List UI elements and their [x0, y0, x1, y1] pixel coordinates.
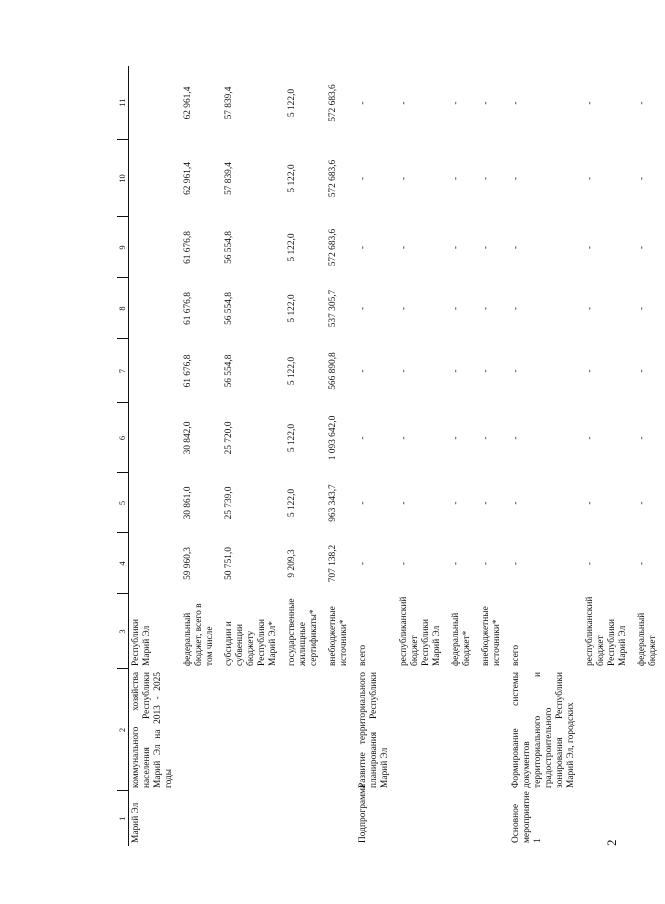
value-cell: -: [637, 501, 647, 505]
value-cell: -: [399, 369, 409, 373]
column-header: 2: [117, 669, 129, 791]
value-cell: -: [358, 306, 368, 311]
value-cell: -: [585, 245, 595, 250]
value-cell: 572 683,6: [328, 228, 338, 267]
value-cell: -: [399, 176, 409, 181]
value-cell: -: [637, 561, 647, 566]
program-name-cell: [397, 669, 449, 791]
value-cell: 25 720,0: [224, 421, 234, 455]
budget-table: [117, 66, 665, 846]
value-cell: 61 676,8: [183, 354, 193, 388]
value-cell: -: [481, 369, 491, 373]
table-row: [129, 66, 182, 846]
value-cell: 572 683,6: [328, 159, 338, 198]
program-name-cell: [449, 669, 479, 791]
value-cell: -: [585, 176, 595, 181]
value-cell: -: [511, 369, 521, 373]
table-row: [326, 66, 356, 846]
program-name-cell: [181, 669, 222, 791]
value-cell: -: [585, 306, 595, 311]
value-cell: [129, 473, 182, 533]
value-cell: -: [358, 101, 368, 105]
value-cell: 5 122,0: [287, 88, 297, 118]
value-cell: 61 676,8: [183, 231, 193, 264]
value-cell: -: [637, 176, 647, 181]
value-cell: -: [481, 306, 491, 311]
value-cell: -: [451, 101, 461, 105]
program-name-cell: [285, 669, 326, 791]
table-row: [397, 66, 449, 846]
column-header: 4: [117, 533, 129, 594]
column-header: 6: [117, 403, 129, 473]
table-row: [635, 66, 665, 846]
value-cell: [129, 533, 182, 594]
value-cell: -: [585, 369, 595, 373]
value-cell: 707 138,2: [328, 544, 338, 583]
value-cell: -: [481, 501, 491, 505]
funding-source-cell: внебюджетные источники*: [481, 606, 502, 666]
value-cell: 30 861,0: [183, 486, 193, 520]
program-type-cell: [449, 791, 479, 846]
column-header: 10: [117, 140, 129, 217]
funding-source-cell: федеральный бюджет: [637, 612, 658, 666]
value-cell: -: [585, 561, 595, 566]
program-type-cell: [397, 791, 449, 846]
column-header: 5: [117, 473, 129, 533]
value-cell: 62 961,4: [183, 86, 193, 120]
column-header: 1: [117, 791, 129, 846]
value-cell: 56 554,8: [224, 231, 234, 264]
value-cell: [129, 140, 182, 217]
value-cell: -: [511, 245, 521, 250]
value-cell: 5 122,0: [287, 294, 297, 323]
value-cell: -: [637, 245, 647, 250]
value-cell: -: [451, 561, 461, 566]
column-header: 7: [117, 339, 129, 403]
value-cell: -: [511, 306, 521, 311]
column-header: 8: [117, 278, 129, 339]
value-cell: -: [451, 436, 461, 440]
value-cell: 9 209,3: [287, 549, 297, 578]
value-cell: 5 122,0: [287, 488, 297, 518]
value-cell: 57 839,4: [224, 86, 234, 120]
program-name-cell: [222, 669, 285, 791]
page-number: 2: [604, 839, 619, 846]
value-cell: -: [481, 436, 491, 440]
program-name-cell: [326, 669, 356, 791]
value-cell: -: [451, 306, 461, 311]
program-name-cell: [479, 669, 509, 791]
table-header-row: [117, 66, 129, 846]
value-cell: -: [511, 561, 521, 566]
table-row: [509, 66, 583, 846]
value-cell: -: [481, 176, 491, 181]
value-cell: -: [399, 501, 409, 505]
value-cell: 56 554,8: [224, 354, 234, 388]
funding-source-cell: всего: [358, 644, 368, 666]
funding-source-cell: государственные жилищные сертификаты*: [287, 598, 319, 666]
table-row: [449, 66, 479, 846]
value-cell: 56 554,8: [224, 292, 234, 325]
value-cell: -: [451, 369, 461, 373]
value-cell: -: [358, 501, 368, 505]
program-type-cell: Основное мероприятие 1: [511, 791, 543, 843]
value-cell: -: [481, 561, 491, 566]
value-cell: -: [511, 176, 521, 181]
value-cell: -: [481, 101, 491, 105]
value-cell: 57 839,4: [224, 162, 234, 195]
value-cell: -: [637, 306, 647, 311]
value-cell: -: [637, 436, 647, 440]
funding-source-cell: субсидии и субвенции бюджету Республики Марий Эл*: [224, 618, 278, 666]
funding-source-cell: внебюджетные источники*: [328, 606, 349, 666]
program-name-cell: [635, 669, 665, 791]
value-cell: -: [451, 245, 461, 250]
table-row: [285, 66, 326, 846]
value-cell: 30 842,0: [183, 421, 193, 455]
value-cell: -: [451, 176, 461, 181]
value-cell: -: [637, 101, 647, 105]
value-cell: 5 122,0: [287, 164, 297, 193]
value-cell: -: [358, 176, 368, 181]
value-cell: -: [511, 501, 521, 505]
program-name-cell: [583, 669, 635, 791]
value-cell: -: [585, 101, 595, 105]
value-cell: -: [399, 245, 409, 250]
program-name-cell: коммунального хозяйства населения Республики Марий Эл на 2013 - 2025 годы: [131, 672, 174, 788]
funding-source-cell: Республики Марий Эл: [131, 618, 152, 666]
value-cell: 537 305,7: [328, 289, 338, 328]
value-cell: -: [585, 501, 595, 505]
funding-source-cell: республиканский бюджет Республики Марий Эл: [585, 596, 628, 666]
value-cell: -: [585, 436, 595, 440]
value-cell: [129, 339, 182, 403]
table-row: [479, 66, 509, 846]
value-cell: 61 676,8: [183, 292, 193, 325]
value-cell: [129, 403, 182, 473]
value-cell: -: [399, 101, 409, 105]
program-type-cell: [583, 791, 635, 846]
value-cell: 572 683,6: [328, 84, 338, 122]
value-cell: 5 122,0: [287, 356, 297, 386]
funding-source-cell: федеральный бюджет, всего в том числе: [183, 603, 215, 666]
table-row: [356, 66, 397, 846]
value-cell: 963 343,7: [328, 484, 338, 522]
value-cell: 50 751,0: [224, 547, 234, 580]
program-type-cell: Марий Эл: [131, 802, 141, 843]
value-cell: -: [358, 561, 368, 566]
program-name-cell: Формирование системы документов территориального и градостроительного зонирования Республики Марий Эл, городских: [511, 672, 576, 788]
value-cell: -: [511, 436, 521, 440]
value-cell: 5 122,0: [287, 233, 297, 262]
value-cell: [129, 278, 182, 339]
value-cell: -: [451, 501, 461, 505]
program-type-cell: [181, 791, 222, 846]
value-cell: [129, 217, 182, 278]
program-type-cell: [285, 791, 326, 846]
program-type-cell: [222, 791, 285, 846]
funding-source-cell: федеральный бюджет*: [451, 612, 472, 666]
table-row: [181, 66, 222, 846]
value-cell: -: [481, 245, 491, 250]
table-row: [222, 66, 285, 846]
value-cell: -: [399, 306, 409, 311]
value-cell: -: [399, 561, 409, 566]
program-name-cell: Развитие территориального планирования Республики Марий Эл: [358, 672, 390, 788]
value-cell: 25 739,0: [224, 486, 234, 520]
program-type-cell: [326, 791, 356, 846]
value-cell: 59 960,3: [183, 547, 193, 580]
value-cell: -: [358, 245, 368, 250]
value-cell: -: [399, 436, 409, 440]
table-row: [583, 66, 635, 846]
program-type-cell: [479, 791, 509, 846]
value-cell: -: [358, 436, 368, 440]
value-cell: -: [358, 369, 368, 373]
value-cell: -: [637, 369, 647, 373]
column-header: 3: [117, 594, 129, 669]
value-cell: 5 122,0: [287, 423, 297, 453]
value-cell: 1 093 642,0: [328, 415, 338, 461]
value-cell: 62 961,4: [183, 162, 193, 195]
program-type-cell: [635, 791, 665, 846]
program-type-cell: Подпрограмма: [358, 783, 368, 843]
column-header: 9: [117, 217, 129, 278]
funding-source-cell: всего: [511, 644, 521, 666]
funding-source-cell: республиканский бюджет Республики Марий Эл: [399, 596, 442, 666]
column-header: 11: [117, 66, 129, 140]
value-cell: -: [511, 101, 521, 105]
value-cell: [129, 66, 182, 140]
value-cell: 566 890,8: [328, 352, 338, 390]
